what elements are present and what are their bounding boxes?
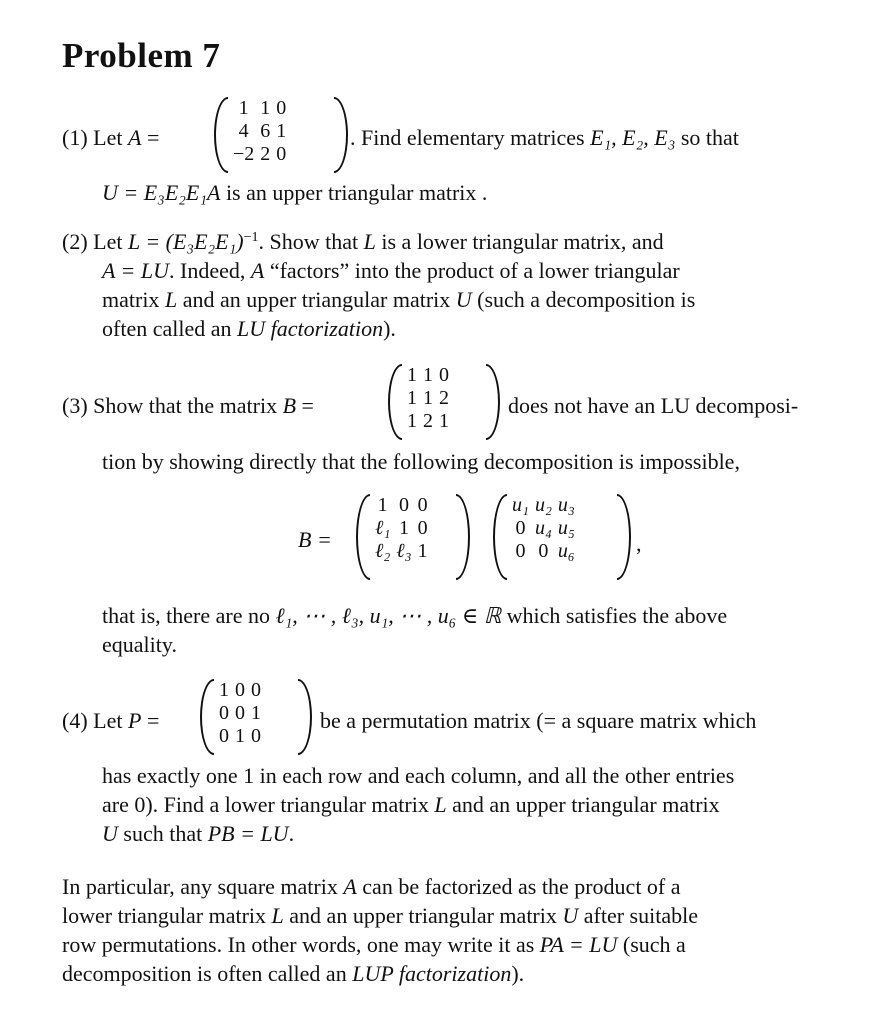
p1-label: (1) (62, 125, 88, 150)
matrix-cell: 0 (219, 702, 229, 724)
p2-label: (2) (62, 229, 88, 254)
matrix-cell: 0 (235, 679, 245, 701)
matrix-cell: 2 (423, 410, 433, 432)
matrix-B (388, 364, 500, 440)
closing-line1: In particular, any square matrix A can be factorized as the product of a (62, 874, 681, 899)
matrix-cell: 1 (238, 97, 249, 119)
matrix-cell: u₄ (534, 517, 552, 539)
p4-line1: (4) Let P = (62, 708, 160, 733)
p3-display-lhs: B = (298, 527, 332, 552)
matrix-cell: 1 (407, 410, 417, 432)
p4-line4: U such that PB = LU. (102, 821, 295, 846)
matrix-cell: ℓ₂ (375, 540, 391, 562)
matrix-cell: u₁ (512, 494, 529, 516)
matrix-cell: 1 (377, 494, 388, 516)
p1-line1-tail: . Find elementary matrices E₁, E₂, E₃ so that (350, 125, 739, 150)
matrix-cell: 1 (439, 410, 449, 432)
matrix-cell: 4 (238, 120, 249, 142)
matrix-cell: 1 (251, 702, 261, 724)
matrix-cell: 1 (407, 387, 417, 409)
p4-line3: are 0). Find a lower triangular matrix L and an upper triangular matrix (102, 792, 720, 817)
p1-line2: U = E₃E₂E₁A is an upper triangular matrix . (102, 180, 488, 205)
matrix-cell: 0 (219, 725, 229, 747)
matrix-cell: 1 (260, 97, 271, 119)
matrix-cell: 6 (260, 120, 271, 142)
matrix-L (356, 494, 470, 580)
matrix-cell: 0 (515, 517, 526, 539)
matrix-cell: 0 (515, 540, 526, 562)
matrix-cell: ℓ₃ (396, 540, 412, 562)
p3-line4: equality. (102, 632, 177, 657)
matrix-cell: u₆ (557, 540, 575, 562)
p3-line1-tail: does not have an LU decomposi- (508, 393, 799, 418)
p4-line1-tail: be a permutation matrix (= a square matrix which (320, 708, 757, 733)
p2-line4: often called an LU factorization). (102, 316, 396, 341)
matrix-cell: 1 (423, 387, 433, 409)
matrix-cell: 0 (251, 725, 261, 747)
p1-line1: (1) Let A = (62, 125, 160, 150)
matrix-cell: 0 (276, 97, 287, 119)
matrix-cell: 0 (398, 494, 409, 516)
p2-line3: matrix L and an upper triangular matrix U (such a decomposition is (102, 287, 696, 312)
matrix-cell: 1 (417, 540, 428, 562)
matrix-cell: 0 (235, 702, 245, 724)
matrix-cell: 1 (407, 364, 417, 386)
closing-line4: decomposition is often called an LUP factorization). (62, 961, 525, 986)
p4-label: (4) (62, 708, 88, 733)
p4-line2: has exactly one 1 in each row and each column, and all the other entries (102, 763, 735, 788)
closing-line2: lower triangular matrix L and an upper triangular matrix U after suitable (62, 903, 698, 928)
matrix-cell: 2 (260, 143, 271, 165)
p3-line2: tion by showing directly that the following decomposition is impossible, (102, 449, 740, 474)
p2-line1: (2) Let $L = (E_3E_2E_1)^{-1}$. Show that L is a lower triangular matrix, and (62, 229, 664, 254)
matrix-cell: 1 (235, 725, 245, 747)
matrix-cell: 1 (276, 120, 287, 142)
matrix-A (214, 97, 348, 173)
p3-line1: (3) Show that the matrix B = (62, 393, 314, 418)
matrix-cell: ℓ₁ (375, 517, 391, 539)
matrix-cell: u₅ (557, 517, 575, 539)
p3-display-comma: , (636, 531, 642, 556)
matrix-cell: 2 (439, 387, 449, 409)
page-title: Problem 7 (62, 36, 221, 75)
matrix-cell: 0 (417, 494, 428, 516)
p3-line3: that is, there are no ℓ₁, ⋯ , ℓ₃, u₁, ⋯ , u₆ ∈ ℝ which satisfies the above (102, 603, 728, 628)
matrix-cell: u₂ (534, 494, 552, 516)
matrix-cell: 0 (417, 517, 428, 539)
matrix-cell: 0 (276, 143, 287, 165)
matrix-cell: 0 (439, 364, 449, 386)
matrix-cell: 1 (398, 517, 409, 539)
matrix-cell: 0 (251, 679, 261, 701)
matrix-cell: 0 (538, 540, 549, 562)
p3-label: (3) (62, 393, 88, 418)
matrix-cell: 1 (423, 364, 433, 386)
matrix-cell: 1 (219, 679, 229, 701)
matrix-cell: u₃ (557, 494, 575, 516)
matrix-cell: −2 (233, 143, 255, 165)
closing-line3: row permutations. In other words, one may write it as PA = LU (such a (62, 932, 686, 957)
p2-line2: A = LU. Indeed, A “factors” into the product of a lower triangular (102, 258, 680, 283)
matrix-P (200, 679, 312, 755)
matrix-U (493, 494, 631, 580)
